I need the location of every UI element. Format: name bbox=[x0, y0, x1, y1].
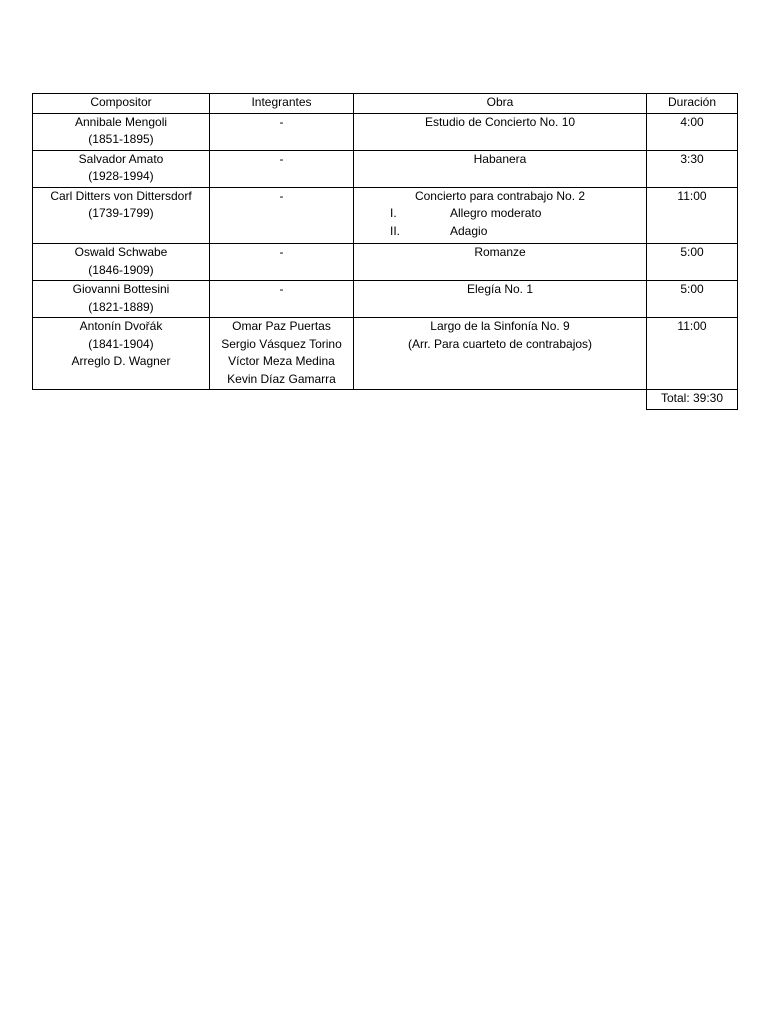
total-duration: Total: 39:30 bbox=[647, 390, 738, 410]
total-row bbox=[33, 390, 738, 410]
header-members: Integrantes bbox=[210, 94, 354, 114]
duration-value: 11:00 bbox=[677, 188, 707, 203]
members-cell bbox=[210, 113, 354, 150]
table-row bbox=[33, 150, 738, 187]
header-composer: Compositor bbox=[33, 94, 210, 114]
header-work: Obra bbox=[354, 94, 647, 114]
member-name: - bbox=[279, 114, 284, 129]
composer-line: Antonín Dvořák bbox=[79, 319, 163, 333]
table-row bbox=[33, 187, 738, 244]
program-table bbox=[32, 93, 738, 410]
work-title-line: Concierto para contrabajo No. 2 bbox=[414, 188, 586, 203]
work-title-line: Largo de la Sinfonía No. 9 bbox=[430, 319, 570, 333]
total-spacer bbox=[210, 390, 354, 410]
member-name: - bbox=[279, 245, 284, 259]
composer-cell bbox=[33, 318, 210, 390]
members-cell bbox=[210, 187, 354, 244]
member-name: Víctor Meza Medina bbox=[228, 354, 335, 368]
composer-line: Arreglo D. Wagner bbox=[71, 354, 171, 368]
composer-line: Giovanni Bottesini bbox=[72, 282, 170, 296]
work-title-line: Elegía No. 1 bbox=[466, 282, 534, 296]
member-name: - bbox=[279, 282, 284, 296]
table-row bbox=[33, 244, 738, 281]
total-spacer bbox=[33, 390, 210, 410]
movement-numeral: II. bbox=[390, 223, 401, 238]
composer-line: (1821-1889) bbox=[88, 299, 154, 314]
table-row bbox=[33, 281, 738, 318]
duration-cell bbox=[647, 150, 738, 187]
movement-title: Adagio bbox=[450, 223, 488, 238]
movement-title: Allegro moderato bbox=[450, 206, 542, 220]
composer-line: (1739-1799) bbox=[88, 206, 154, 220]
header-row bbox=[33, 94, 738, 114]
composer-line: (1846-1909) bbox=[88, 262, 154, 277]
cell-spacing bbox=[357, 240, 643, 242]
composer-cell bbox=[33, 244, 210, 281]
duration-cell bbox=[647, 318, 738, 390]
composer-line: Oswald Schwabe bbox=[74, 245, 168, 259]
movement-item bbox=[357, 205, 643, 223]
duration-cell bbox=[647, 187, 738, 244]
duration-value: 5:00 bbox=[680, 245, 704, 259]
member-name: - bbox=[279, 151, 284, 166]
members-cell bbox=[210, 318, 354, 390]
work-title-line: Habanera bbox=[473, 151, 527, 166]
duration-value: 11:00 bbox=[677, 319, 707, 333]
duration-cell bbox=[647, 113, 738, 150]
program-body bbox=[33, 113, 738, 409]
work-title-line: Romanze bbox=[474, 245, 526, 259]
composer-cell bbox=[33, 281, 210, 318]
member-name: Sergio Vásquez Torino bbox=[221, 336, 342, 351]
composer-line: Annibale Mengoli bbox=[74, 114, 168, 129]
work-cell bbox=[354, 318, 647, 390]
duration-cell bbox=[647, 244, 738, 281]
duration-cell bbox=[647, 281, 738, 318]
duration-value: 5:00 bbox=[680, 282, 704, 296]
work-cell bbox=[354, 244, 647, 281]
table-row bbox=[33, 113, 738, 150]
work-cell bbox=[354, 150, 647, 187]
members-cell bbox=[210, 150, 354, 187]
members-cell bbox=[210, 244, 354, 281]
composer-line: Carl Ditters von Dittersdorf bbox=[50, 188, 192, 203]
composer-cell bbox=[33, 150, 210, 187]
composer-line: Salvador Amato bbox=[78, 151, 164, 166]
header-duration: Duración bbox=[647, 94, 738, 114]
movement-numeral: I. bbox=[390, 206, 397, 220]
total-spacer bbox=[354, 390, 647, 410]
work-cell bbox=[354, 187, 647, 244]
work-cell bbox=[354, 281, 647, 318]
work-cell bbox=[354, 113, 647, 150]
composer-line: (1841-1904) bbox=[88, 336, 154, 351]
duration-value: 3:30 bbox=[680, 151, 704, 166]
table-row bbox=[33, 318, 738, 390]
duration-value: 4:00 bbox=[680, 114, 704, 129]
work-title-line: Estudio de Concierto No. 10 bbox=[424, 114, 576, 129]
composer-cell bbox=[33, 113, 210, 150]
movement-item bbox=[357, 223, 643, 241]
member-name: - bbox=[279, 188, 284, 203]
member-name: Omar Paz Puertas bbox=[232, 319, 331, 333]
members-cell bbox=[210, 281, 354, 318]
composer-line: (1928-1994) bbox=[88, 169, 154, 183]
member-name: Kevin Díaz Gamarra bbox=[227, 371, 336, 386]
work-title-line: (Arr. Para cuarteto de contrabajos) bbox=[407, 336, 593, 351]
composer-cell bbox=[33, 187, 210, 244]
composer-line: (1851-1895) bbox=[88, 132, 154, 146]
